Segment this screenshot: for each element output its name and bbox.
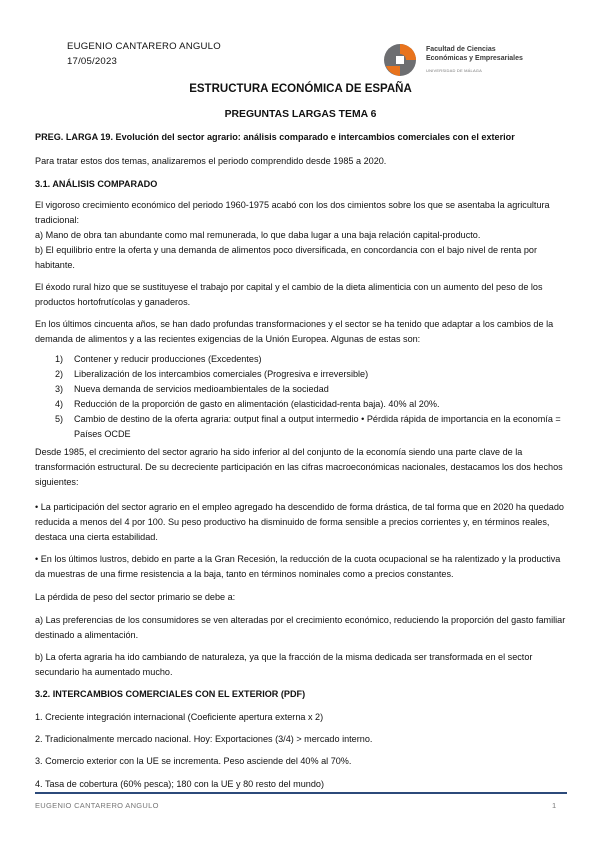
paragraph: Desde 1985, el crecimiento del sector agrario ha sido inferior al del conjunto de la economía siendo una parte clave de la transformación estructural. De su decreciente participación en las cifras macroeconómicas nacionales, destacamos los dos hechos siguientes: <box>35 447 563 487</box>
author-name: EUGENIO CANTARERO ANGULO <box>67 41 221 52</box>
list-text: Liberalización de los intercambios comerciales (Progresiva e irreversible) <box>74 369 369 379</box>
section-2-item-3 <box>35 754 567 769</box>
header-left <box>67 39 221 69</box>
list-text: Reducción de la proporción de gasto en alimentación (elasticidad-renta baja). 40% al 20%. <box>74 399 440 409</box>
list-item <box>55 412 567 442</box>
paragraph: b) La oferta agraria ha ido cambiando de naturaleza, ya que la fracción de la misma dedicada ser transformada en el sector secundario ha aumentado mucho. <box>35 652 533 677</box>
section-1-p6-block <box>35 552 567 582</box>
paragraph: a) Mano de obra tan abundante como mal remunerada, lo que daba lugar a una baja relación capital-producto. <box>35 230 481 240</box>
university-logo <box>382 40 532 80</box>
section-1-p5-block <box>35 500 567 545</box>
section-1-heading: 3.1. ANÁLISIS COMPARADO <box>35 179 158 189</box>
list-item <box>55 352 567 367</box>
paragraph: a) Las preferencias de los consumidores se ven alteradas por el crecimiento económico, reduciendo la proporción del gasto familiar destinado a alimentación. <box>35 615 566 640</box>
list-item <box>55 397 567 412</box>
question-heading: PREG. LARGA 19. Evolución del sector agrario: análisis comparado e intercambios comerciales con el exterior <box>35 132 515 142</box>
logo-line-1: Facultad de Ciencias <box>426 46 496 53</box>
question-heading-block <box>35 130 567 145</box>
list-item <box>55 367 567 382</box>
list-number: 3) <box>55 384 64 394</box>
list-number: 5) <box>55 414 64 424</box>
paragraph: El éxodo rural hizo que se sustituyese el trabajo por capital y el cambio de la dieta alimenticia con un aumento del peso de los productos hortofrutícolas y ganaderos. <box>35 282 543 307</box>
intro-paragraph: Para tratar estos dos temas, analizaremos el periodo comprendido desde 1985 a 2020. <box>35 156 387 166</box>
paragraph: El vigoroso crecimiento económico del periodo 1960-1975 acabó con los dos cimientos sobre los que se asentaba la agricultura tradicional: <box>35 200 550 225</box>
footer-divider <box>35 792 567 794</box>
section-1-p3-block <box>35 317 567 347</box>
list-text: Contener y reducir producciones (Excedentes) <box>74 354 262 364</box>
document-title: ESTRUCTURA ECONÓMICA DE ESPAÑA <box>189 83 412 95</box>
changes-list-block <box>55 352 567 442</box>
list-item: 4. Tasa de cobertura (60% pesca); 180 con la UE y 80 resto del mundo) <box>35 779 324 789</box>
list-text: Cambio de destino de la oferta agraria: output final a output intermedio • Pérdida rápida de importancia en la economía = Países OCDE <box>74 414 561 439</box>
list-item: 2. Tradicionalmente mercado nacional. Hoy: Exportaciones (3/4) > mercado interno. <box>35 734 373 744</box>
list-text: Nueva demanda de servicios medioambientales de la sociedad <box>74 384 329 394</box>
page-number: 1 <box>552 801 557 810</box>
section-2-item-2 <box>35 732 567 747</box>
section-1-p4-block <box>35 445 567 490</box>
section-1-p7-block <box>35 590 567 605</box>
section-1-p1-block <box>35 198 567 273</box>
paragraph: • La participación del sector agrario en el empleo agregado ha descendido de forma drástica, de tal forma que en 2020 ha quedado reducida a menos del 4 por 100. Su peso productivo ha disminuido de forma sensible a precios corrientes y, en términos reales, destaca una cierta estabilidad. <box>35 502 564 542</box>
section-1-p8-block <box>35 613 567 643</box>
paragraph: • En los últimos lustros, debido en parte a la Gran Recesión, la reducción de la cuota ocupacional se ha ralentizado y la productiva da muestras de una firme resistencia a la baja, tanto en términos nominales como a precios constantes. <box>35 554 561 579</box>
list-number: 2) <box>55 369 64 379</box>
paragraph: En los últimos cincuenta años, se han dado profundas transformaciones y el sector se ha tenido que adaptar a los cambios de la demanda de alimentos y a las recientes exigencias de la Unión Europea. Algunas de estas son: <box>35 319 554 344</box>
footer-author: EUGENIO CANTARERO ANGULO <box>35 801 159 810</box>
logo-line-2: Económicas y Empresariales <box>426 54 523 62</box>
section-1-heading-block <box>35 177 567 192</box>
section-1-p2-block <box>35 280 567 310</box>
section-2-item-1 <box>35 710 567 725</box>
section-2-heading: 3.2. INTERCAMBIOS COMERCIALES CON EL EXTERIOR (PDF) <box>35 689 306 699</box>
logo-mark-icon <box>382 42 418 78</box>
intro-block <box>35 154 567 169</box>
changes-list <box>55 352 567 442</box>
section-2-heading-block <box>35 687 567 702</box>
list-number: 1) <box>55 354 64 364</box>
section-2-item-4 <box>35 777 567 792</box>
section-1-p9-block <box>35 650 567 680</box>
document-date: 17/05/2023 <box>67 56 118 67</box>
paragraph: La pérdida de peso del sector primario se debe a: <box>35 592 236 602</box>
list-item: 1. Creciente integración internacional (Coeficiente apertura externa x 2) <box>35 712 324 722</box>
document-subtitle: PREGUNTAS LARGAS TEMA 6 <box>224 109 377 120</box>
logo-subtitle: UNIVERSIDAD DE MÁLAGA <box>426 68 482 73</box>
list-number: 4) <box>55 399 64 409</box>
paragraph: b) El equilibrio entre la oferta y una demanda de alimentos poco diversificada, en concordancia con el bajo nivel de renta por habitante. <box>35 245 537 270</box>
list-item: 3. Comercio exterior con la UE se incrementa. Peso asciende del 40% al 70%. <box>35 756 352 766</box>
list-item <box>55 382 567 397</box>
logo-text <box>426 46 523 63</box>
